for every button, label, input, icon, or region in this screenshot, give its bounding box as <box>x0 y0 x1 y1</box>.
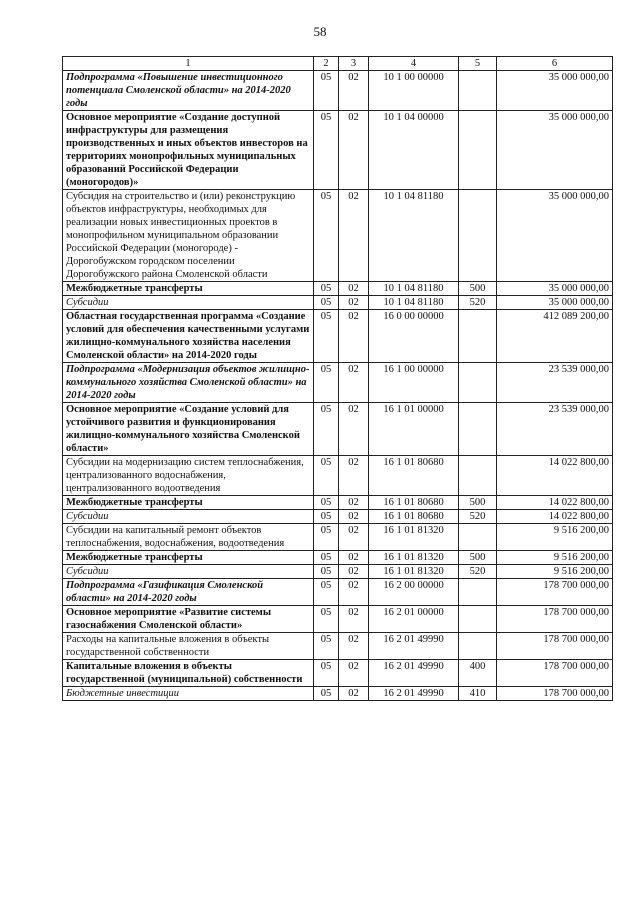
expense-type-code: 400 <box>459 660 497 687</box>
item-name: Субсидии на капитальный ремонт объектов теплоснабжения, водоснабжения, водоотведения <box>63 524 314 551</box>
expense-type-code: 500 <box>459 551 497 565</box>
target-article-code: 16 1 00 00000 <box>369 363 459 403</box>
target-article-code: 16 1 01 80680 <box>369 510 459 524</box>
subsection-code: 02 <box>339 403 369 456</box>
table-row <box>63 606 613 633</box>
table-row <box>63 565 613 579</box>
expense-type-code <box>459 579 497 606</box>
column-header: 2 <box>314 57 339 71</box>
subsection-code: 02 <box>339 456 369 496</box>
budget-table <box>62 56 613 701</box>
table-row <box>63 296 613 310</box>
expense-type-code: 520 <box>459 565 497 579</box>
expense-type-code <box>459 190 497 282</box>
item-name: Подпрограмма «Модернизация объектов жилищно-коммунального хозяйства Смоленской области» на 2014-2020 годы <box>63 363 314 403</box>
target-article-code: 16 1 01 00000 <box>369 403 459 456</box>
amount: 178 700 000,00 <box>497 633 613 660</box>
target-article-code: 16 2 01 00000 <box>369 606 459 633</box>
column-header: 4 <box>369 57 459 71</box>
expense-type-code <box>459 111 497 190</box>
section-code: 05 <box>314 190 339 282</box>
subsection-code: 02 <box>339 310 369 363</box>
amount: 35 000 000,00 <box>497 71 613 111</box>
section-code: 05 <box>314 579 339 606</box>
subsection-code: 02 <box>339 633 369 660</box>
section-code: 05 <box>314 687 339 701</box>
target-article-code: 16 2 01 49990 <box>369 687 459 701</box>
section-code: 05 <box>314 565 339 579</box>
section-code: 05 <box>314 310 339 363</box>
target-article-code: 16 2 00 00000 <box>369 579 459 606</box>
target-article-code: 16 0 00 00000 <box>369 310 459 363</box>
expense-type-code: 410 <box>459 687 497 701</box>
amount: 178 700 000,00 <box>497 660 613 687</box>
subsection-code: 02 <box>339 660 369 687</box>
subsection-code: 02 <box>339 579 369 606</box>
section-code: 05 <box>314 524 339 551</box>
expense-type-code <box>459 403 497 456</box>
amount: 35 000 000,00 <box>497 190 613 282</box>
section-code: 05 <box>314 363 339 403</box>
column-header: 3 <box>339 57 369 71</box>
expense-type-code: 520 <box>459 510 497 524</box>
table-row <box>63 190 613 282</box>
column-header: 1 <box>63 57 314 71</box>
item-name: Основное мероприятие «Создание условий для устойчивого развития и функционирования жилищно-коммунального хозяйства Смоленской области» <box>63 403 314 456</box>
table-row <box>63 524 613 551</box>
item-name: Субсидия на строительство и (или) реконструкцию объектов инфраструктуры, необходимых для реализации новых инвестиционных проектов в монопрофильном муниципальном образовании Российской Федерации (моногороде) - Дорогобужском городском поселении Дорогобужского района Смоленской области <box>63 190 314 282</box>
subsection-code: 02 <box>339 363 369 403</box>
section-code: 05 <box>314 403 339 456</box>
amount: 35 000 000,00 <box>497 282 613 296</box>
target-article-code: 16 1 01 81320 <box>369 551 459 565</box>
amount: 35 000 000,00 <box>497 296 613 310</box>
item-name: Субсидии <box>63 565 314 579</box>
subsection-code: 02 <box>339 510 369 524</box>
expense-type-code <box>459 71 497 111</box>
expense-type-code <box>459 310 497 363</box>
table-row <box>63 111 613 190</box>
target-article-code: 16 1 01 80680 <box>369 456 459 496</box>
column-header: 5 <box>459 57 497 71</box>
table-row <box>63 71 613 111</box>
table-row <box>63 310 613 363</box>
section-code: 05 <box>314 510 339 524</box>
page-number: 58 <box>313 24 327 39</box>
amount: 35 000 000,00 <box>497 111 613 190</box>
subsection-code: 02 <box>339 296 369 310</box>
table-row <box>63 363 613 403</box>
target-article-code: 10 1 04 81180 <box>369 190 459 282</box>
subsection-code: 02 <box>339 111 369 190</box>
table-row <box>63 510 613 524</box>
subsection-code: 02 <box>339 524 369 551</box>
table-header-row <box>63 57 613 71</box>
item-name: Межбюджетные трансферты <box>63 551 314 565</box>
item-name: Подпрограмма «Повышение инвестиционного потенциала Смоленской области» на 2014-2020 годы <box>63 71 314 111</box>
table-row <box>63 282 613 296</box>
target-article-code: 16 1 01 80680 <box>369 496 459 510</box>
expense-type-code: 500 <box>459 496 497 510</box>
table-row <box>63 579 613 606</box>
item-name: Межбюджетные трансферты <box>63 282 314 296</box>
section-code: 05 <box>314 282 339 296</box>
expense-type-code: 520 <box>459 296 497 310</box>
amount: 412 089 200,00 <box>497 310 613 363</box>
item-name: Бюджетные инвестиции <box>63 687 314 701</box>
section-code: 05 <box>314 71 339 111</box>
target-article-code: 16 1 01 81320 <box>369 565 459 579</box>
subsection-code: 02 <box>339 551 369 565</box>
target-article-code: 10 1 00 00000 <box>369 71 459 111</box>
amount: 14 022 800,00 <box>497 456 613 496</box>
item-name: Капитальные вложения в объекты государственной (муниципальной) собственности <box>63 660 314 687</box>
table-row <box>63 403 613 456</box>
subsection-code: 02 <box>339 565 369 579</box>
item-name: Основное мероприятие «Создание доступной инфраструктуры для размещения производственных и иных объектов инвесторов на территориях монопрофильных муниципальных образований Российской Федерации (моногородов)» <box>63 111 314 190</box>
section-code: 05 <box>314 496 339 510</box>
expense-type-code: 500 <box>459 282 497 296</box>
expense-type-code <box>459 456 497 496</box>
subsection-code: 02 <box>339 190 369 282</box>
amount: 178 700 000,00 <box>497 606 613 633</box>
amount: 9 516 200,00 <box>497 551 613 565</box>
section-code: 05 <box>314 456 339 496</box>
target-article-code: 10 1 04 81180 <box>369 296 459 310</box>
expense-type-code <box>459 363 497 403</box>
table-row <box>63 456 613 496</box>
item-name: Подпрограмма «Газификация Смоленской области» на 2014-2020 годы <box>63 579 314 606</box>
item-name: Субсидии на модернизацию систем теплоснабжения, централизованного водоснабжения, централизованного водоотведения <box>63 456 314 496</box>
amount: 178 700 000,00 <box>497 579 613 606</box>
table-row <box>63 660 613 687</box>
subsection-code: 02 <box>339 496 369 510</box>
section-code: 05 <box>314 633 339 660</box>
expense-type-code <box>459 524 497 551</box>
item-name: Субсидии <box>63 510 314 524</box>
subsection-code: 02 <box>339 606 369 633</box>
section-code: 05 <box>314 551 339 565</box>
item-name: Межбюджетные трансферты <box>63 496 314 510</box>
amount: 14 022 800,00 <box>497 496 613 510</box>
table-row <box>63 551 613 565</box>
target-article-code: 10 1 04 81180 <box>369 282 459 296</box>
amount: 23 539 000,00 <box>497 403 613 456</box>
target-article-code: 10 1 04 00000 <box>369 111 459 190</box>
target-article-code: 16 2 01 49990 <box>369 633 459 660</box>
amount: 9 516 200,00 <box>497 524 613 551</box>
table-row <box>63 496 613 510</box>
column-header: 6 <box>497 57 613 71</box>
amount: 23 539 000,00 <box>497 363 613 403</box>
amount: 178 700 000,00 <box>497 687 613 701</box>
target-article-code: 16 1 01 81320 <box>369 524 459 551</box>
table-row <box>63 687 613 701</box>
amount: 14 022 800,00 <box>497 510 613 524</box>
expense-type-code <box>459 633 497 660</box>
subsection-code: 02 <box>339 282 369 296</box>
target-article-code: 16 2 01 49990 <box>369 660 459 687</box>
section-code: 05 <box>314 111 339 190</box>
item-name: Основное мероприятие «Развитие системы газоснабжения Смоленской области» <box>63 606 314 633</box>
subsection-code: 02 <box>339 71 369 111</box>
section-code: 05 <box>314 606 339 633</box>
subsection-code: 02 <box>339 687 369 701</box>
amount: 9 516 200,00 <box>497 565 613 579</box>
section-code: 05 <box>314 660 339 687</box>
expense-type-code <box>459 606 497 633</box>
item-name: Субсидии <box>63 296 314 310</box>
item-name: Расходы на капитальные вложения в объекты государственной собственности <box>63 633 314 660</box>
section-code: 05 <box>314 296 339 310</box>
table-row <box>63 633 613 660</box>
item-name: Областная государственная программа «Создание условий для обеспечения качественными услугами жилищно-коммунального хозяйства населения Смоленской области» на 2014-2020 годы <box>63 310 314 363</box>
